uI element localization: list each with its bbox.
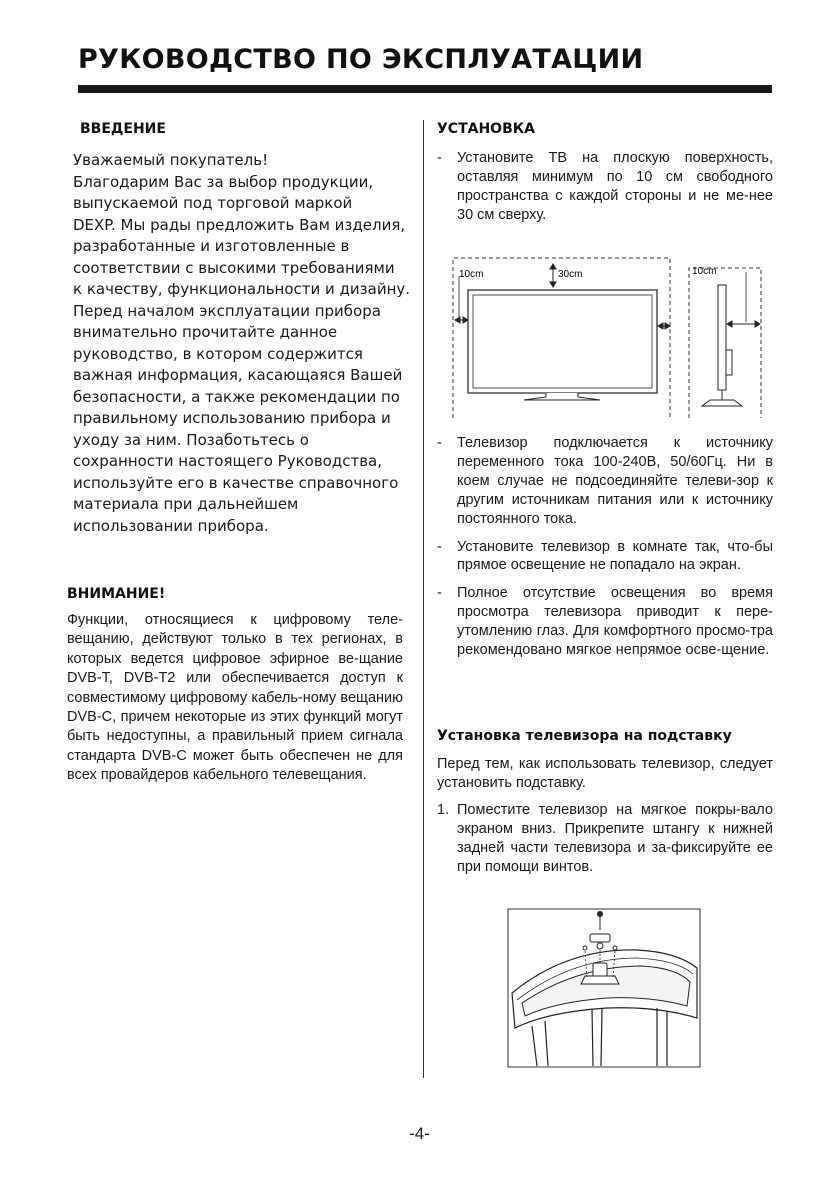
label-side-clearance: 10cm <box>692 266 717 277</box>
intro-line: используйте его в качестве справочного <box>73 473 399 492</box>
install-heading: УСТАНОВКА <box>437 121 536 137</box>
stand-install-illustration <box>507 908 701 1068</box>
intro-line: безопасности, а также рекомендации по <box>73 387 400 406</box>
intro-line: правильному использованию прибора и <box>73 409 391 427</box>
install-bullet: - Установите ТВ на плоскую поверхность, оставляя минимум по 10 см свободного пространства с каждой стороны и не ме-нее 30 см сверху. <box>437 149 773 225</box>
label-left-clearance: 10cm <box>459 269 484 280</box>
intro-line: материала при дальнейшем <box>73 495 299 513</box>
install-bullet: - Установите телевизор в комнате так, что-бы прямое освещение не попадало на экран. <box>437 538 773 576</box>
stand-steps <box>437 801 773 877</box>
tv-side-icon <box>718 285 726 390</box>
intro-line: соответствии с высокими требованиями <box>73 258 395 277</box>
stand-intro: Перед тем, как использовать телевизор, следует установить подставку. <box>437 756 773 792</box>
intro-line: Перед началом эксплуатации прибора <box>73 301 381 320</box>
intro-line: внимательно прочитайте данное <box>73 323 338 341</box>
intro-line: сохранности настоящего Руководства, <box>73 452 383 470</box>
intro-heading: ВВЕДЕНИЕ <box>80 121 166 137</box>
intro-line: DEXP. Мы рады предложить Вам изделия, <box>73 215 406 234</box>
intro-line: важная информация, касающаяся Вашей <box>73 366 403 384</box>
column-divider <box>423 120 424 1078</box>
intro-line: использовании прибора. <box>73 516 269 535</box>
intro-line: Уважаемый покупатель! <box>73 151 269 169</box>
stand-heading: Установка телевизора на подставку <box>437 728 732 744</box>
intro-line: Благодарим Вас за выбор продукции, <box>73 172 374 191</box>
intro-line: разработанные и изготовленные в <box>73 237 350 255</box>
intro-line: к качеству, функциональности и дизайну. <box>73 280 411 298</box>
install-bullet: - Телевизор подключается к источнику переменного тока 100-240В, 50/60Гц. Ни в коем случае не подсоединяйте телеви-зор к другим источникам питания или к источнику постоянного тока. <box>437 434 773 529</box>
intro-line: выпускаемой под торговой маркой <box>73 194 353 212</box>
attention-text: Функции, относящиеся к цифровому теле-вещанию, действуют только в тех регионах, в которых ведется цифровое эфирное ве-щание DVB-T, DVB-T2 или обеспечивается доступ к совместимому цифровому кабель-ному вещанию DVB-C, причем некоторые из этих функций могут быть недоступны, а правильный прием сигнала стандарта DVB-C может быть обеспечен не для всех провайдеров кабельного телевещания. <box>67 612 403 784</box>
intro-line: руководство, в котором содержится <box>73 344 363 363</box>
page-number: -4- <box>409 1124 430 1143</box>
install-bullet-list <box>437 434 773 660</box>
page-title: РУКОВОДСТВО ПО ЭКСПЛУАТАЦИИ <box>78 44 644 75</box>
title-rule <box>78 85 772 93</box>
intro-line: уходу за ним. Позаботьтесь о <box>73 430 309 449</box>
tv-front-icon <box>468 290 657 393</box>
install-bullet-list-top <box>437 149 773 225</box>
attention-heading: ВНИМАНИЕ! <box>67 586 166 602</box>
install-bullet: - Полное отсутствие освещения во время просмотра телевизора приводит к пере-утомлению глаз. Для комфортного просмо-тра рекомендовано мягкое непрямое осве-щение. <box>437 584 773 660</box>
stand-step: 1. Поместите телевизор на мягкое покры-вало экраном вниз. Прикрепите штангу к нижней задней части телевизора и за-фиксируйте ее при помощи винтов. <box>437 801 773 877</box>
intro-text <box>73 150 411 537</box>
label-top-clearance: 30cm <box>558 269 583 280</box>
tv-clearance-diagram <box>440 250 770 420</box>
